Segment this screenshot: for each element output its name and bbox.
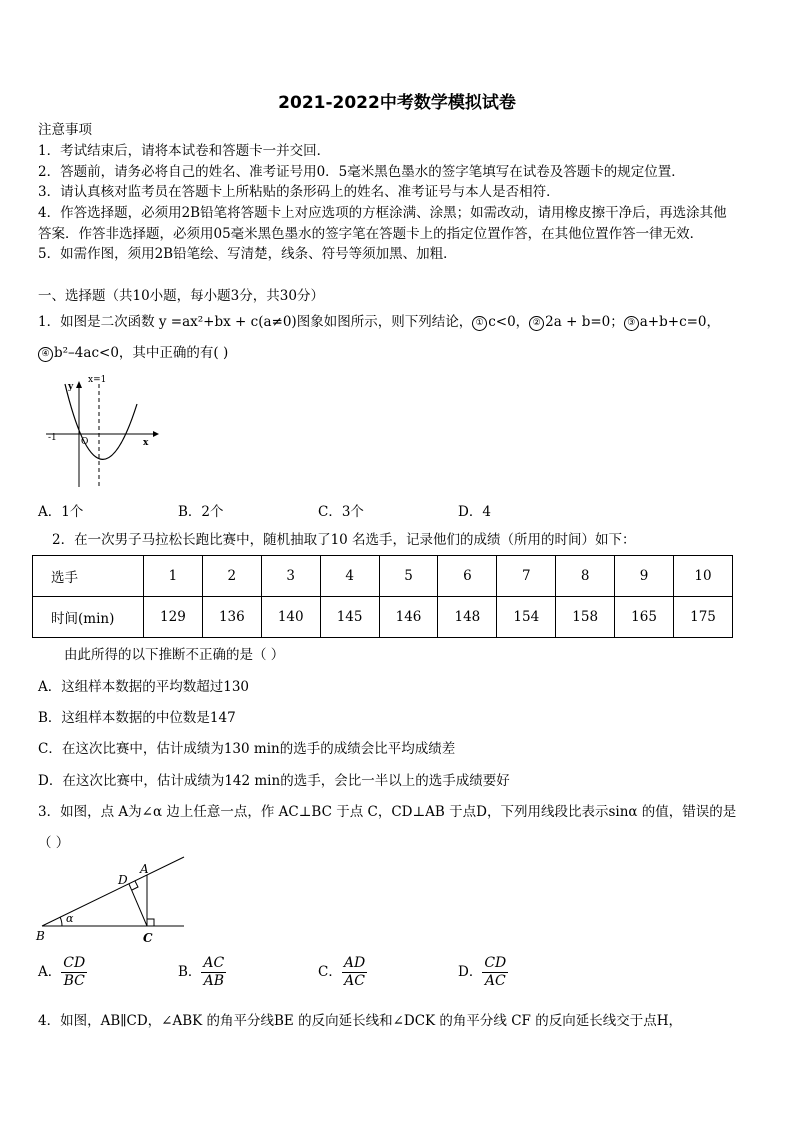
circled-number-4: ④ — [38, 347, 53, 362]
question-3-stem: 3．如图，点 A为∠α 边上任意一点，作 AC⊥BC 于点 C，CD⊥AB 于点D，下列用线段比表示sinα 的值，错误的是 — [38, 804, 737, 820]
circled-number-2: ② — [529, 316, 544, 331]
triangle-figure — [34, 852, 194, 946]
table-cell: 3 — [261, 556, 320, 597]
option-c: C． $\frac{AD}{AC}$ — [318, 955, 366, 989]
table-row — [33, 597, 733, 638]
table-row — [33, 556, 733, 597]
question-4-stem: 4．如图，AB∥CD，∠ABK 的角平分线BE 的反向延长线和∠DCK 的角平分线 CF 的反向延长线交于点H， — [38, 1013, 682, 1029]
circled-number-3: ③ — [624, 316, 639, 331]
table-cell: 4 — [320, 556, 379, 597]
table-cell: 146 — [379, 597, 438, 638]
table-cell: 6 — [438, 556, 497, 597]
option-c: C．3个 — [318, 504, 364, 520]
point-c-label: C — [143, 931, 153, 945]
notice-heading: 注意事项 — [38, 122, 92, 138]
symmetry-axis-label: x=1 — [88, 375, 107, 385]
parabola-graph — [38, 372, 163, 490]
question-1-line-1: 1．如图是二次函数 y =ax²+bx + c(a≠0)图象如图所示，则下列结论， ① c<0， ② 2a + b=0； ③ a+b+c=0， — [38, 314, 721, 330]
question-2-prompt: 由此所得的以下推断不正确的是（ ） — [64, 647, 285, 663]
notice-item: 1．考试结束后，请将本试卷和答题卡一并交回． — [38, 143, 331, 159]
table-cell: 5 — [379, 556, 438, 597]
table-cell: 175 — [674, 597, 733, 638]
table-cell: 10 — [674, 556, 733, 597]
table-cell: 165 — [615, 597, 674, 638]
page-title: 2021-2022中考数学模拟试卷 — [278, 93, 516, 113]
option-d: D．在这次比赛中，估计成绩为142 min的选手，会比一半以上的选手成绩要好 — [38, 773, 510, 789]
question-3-paren: （ ） — [38, 835, 70, 851]
fraction: $\frac{CD}{AC}$ — [484, 955, 507, 989]
notice-item: 3．请认真核对监考员在答题卡上所粘贴的条形码上的姓名、准考证号与本人是否相符． — [38, 184, 560, 200]
option-c: C．在这次比赛中，估计成绩为130 min的选手的成绩会比平均成绩差 — [38, 741, 456, 757]
question-1-line-2: ④ b²–4ac<0，其中正确的有( ) — [38, 344, 228, 362]
option-b: B． $\frac{AC}{AB}$ — [178, 955, 225, 989]
point-b-label: B — [36, 929, 45, 943]
table-cell: 158 — [556, 597, 615, 638]
y-axis-label: y — [68, 382, 74, 392]
notice-item: 答案．作答非选择题，必须用05毫米黑色墨水的签字笔在答题卡上的指定位置作答，在其他位置作答一律无效． — [38, 226, 704, 242]
table-cell: 145 — [320, 597, 379, 638]
option-a: A．1个 — [38, 504, 84, 520]
question-3-options — [38, 955, 598, 990]
option-b: B．这组样本数据的中位数是147 — [38, 710, 236, 726]
neg-one-label: -1 — [48, 433, 57, 443]
point-a-label: A — [140, 862, 149, 876]
option-a: A． $\frac{CD}{BC}$ — [38, 955, 86, 989]
table-cell: 154 — [497, 597, 556, 638]
fraction: $\frac{AD}{AC}$ — [343, 955, 366, 989]
option-a: A．这组样本数据的平均数超过130 — [38, 679, 250, 695]
origin-label: O — [81, 437, 89, 447]
table-cell: 2 — [202, 556, 261, 597]
table-cell: 140 — [261, 597, 320, 638]
table-cell: 1 — [144, 556, 203, 597]
option-d: D．4 — [458, 504, 491, 520]
table-cell: 9 — [615, 556, 674, 597]
row-label: 选手 — [33, 556, 144, 597]
row-label: 时间(min) — [33, 597, 144, 638]
question-2-stem: 2．在一次男子马拉松长跑比赛中，随机抽取了10 名选手，记录他们的成绩（所用的时间）如下： — [52, 532, 636, 548]
x-axis-label: x — [143, 438, 149, 448]
notice-item: 4．作答选择题，必须用2B铅笔将答题卡上对应选项的方框涂满、涂黑；如需改动，请用橡皮擦干净后，再选涂其他 — [38, 205, 727, 221]
circled-number-1: ① — [472, 316, 487, 331]
table-cell: 7 — [497, 556, 556, 597]
alpha-label: α — [66, 912, 74, 925]
notice-item: 5．如需作图，须用2B铅笔绘、写清楚，线条、符号等须加黑、加粗． — [38, 246, 457, 262]
question-1-options — [38, 500, 598, 520]
point-d-label: D — [118, 873, 128, 887]
table-cell: 8 — [556, 556, 615, 597]
fraction: $\frac{AC}{AB}$ — [203, 955, 225, 989]
notice-item: 2．答题前，请务必将自己的姓名、准考证号用0．5毫米黑色墨水的签字笔填写在试卷及答题卡的规定位置． — [38, 164, 685, 180]
marathon-times-table — [32, 555, 733, 638]
option-d: D． $\frac{CD}{AC}$ — [458, 955, 507, 989]
fraction: $\frac{CD}{BC}$ — [63, 955, 86, 989]
option-b: B．2个 — [178, 504, 224, 520]
table-cell: 136 — [202, 597, 261, 638]
section-heading: 一、选择题（共10小题，每小题3分，共30分） — [38, 288, 324, 304]
table-cell: 129 — [144, 597, 203, 638]
table-cell: 148 — [438, 597, 497, 638]
